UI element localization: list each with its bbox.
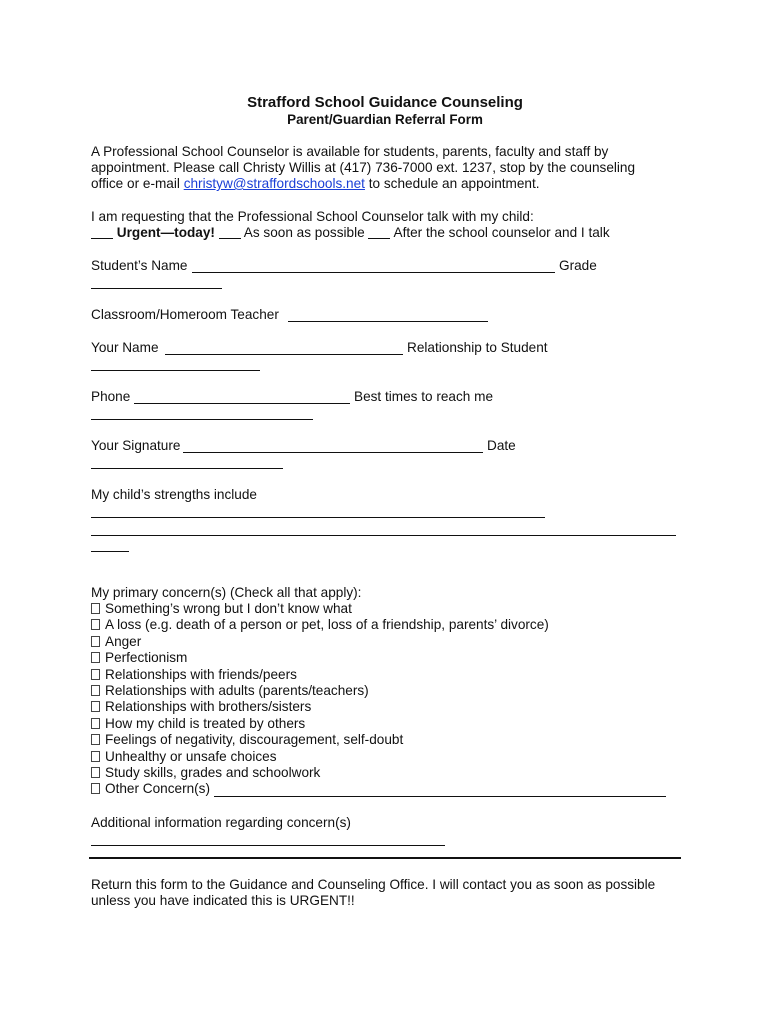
concern-item: [91, 601, 352, 617]
concern-item: [91, 716, 305, 732]
best-times-label: Best times to reach me: [354, 389, 494, 404]
additional-label: Additional information regarding concern(s): [91, 815, 351, 830]
concern-item: [91, 781, 210, 797]
after-blank[interactable]: [368, 238, 390, 239]
after-option: After the school counselor and I talk: [393, 225, 610, 240]
footer-line-2: unless you have indicated this is URGENT!!: [91, 893, 355, 908]
your-name-label: Your Name: [91, 340, 159, 355]
footer-line-1: Return this form to the Guidance and Counseling Office. I will contact you as soon as possible: [91, 877, 656, 892]
concern-item: [91, 699, 311, 715]
concern-label: Feelings of negativity, discouragement, self-doubt: [105, 732, 404, 748]
concern-item: [91, 749, 277, 765]
checkbox-icon[interactable]: [91, 767, 100, 778]
checkbox-icon[interactable]: [91, 701, 100, 712]
checkbox-icon[interactable]: [91, 751, 100, 762]
concern-label: Relationships with adults (parents/teachers): [105, 683, 369, 698]
strengths-label: My child’s strengths include: [91, 487, 257, 502]
checkbox-icon[interactable]: [91, 619, 100, 630]
signature-line[interactable]: [183, 452, 483, 453]
intro-line-1: A Professional School Counselor is available for students, parents, faculty and staff by: [91, 144, 609, 159]
date-line[interactable]: [91, 468, 283, 469]
concern-item: [91, 732, 403, 748]
intro-line-3-prefix: office or e-mail: [91, 176, 184, 191]
intro-line-2: appointment. Please call Christy Willis at (417) 736-7000 ext. 1237, stop by the counseling: [91, 160, 636, 175]
checkbox-icon[interactable]: [91, 718, 100, 729]
concern-label: Anger: [105, 633, 142, 649]
section-divider: [89, 857, 681, 859]
concern-label: Something’s wrong but I don’t know what: [105, 601, 352, 616]
concern-item: [91, 765, 320, 781]
concern-item: [91, 667, 297, 683]
your-name-line[interactable]: [165, 354, 403, 355]
strengths-line-3[interactable]: [91, 551, 129, 552]
asap-option: As soon as possible: [243, 225, 365, 240]
asap-blank[interactable]: [219, 238, 241, 239]
checkbox-icon[interactable]: [91, 783, 100, 794]
concern-label: Other Concern(s): [105, 781, 211, 797]
concern-label: Unhealthy or unsafe choices: [105, 748, 277, 764]
phone-label: Phone: [91, 389, 131, 404]
grade-label: Grade: [559, 258, 597, 273]
checkbox-icon[interactable]: [91, 734, 100, 745]
intro-line-3-suffix: to schedule an appointment.: [364, 176, 540, 191]
checkbox-icon[interactable]: [91, 603, 100, 614]
concern-label: Relationships with friends/peers: [105, 666, 297, 682]
form-title: Strafford School Guidance Counseling: [247, 94, 523, 111]
strengths-line-1[interactable]: [91, 517, 545, 518]
teacher-line[interactable]: [288, 321, 488, 322]
request-line: I am requesting that the Professional School Counselor talk with my child:: [91, 209, 534, 224]
relationship-label: Relationship to Student: [407, 340, 548, 355]
student-name-line[interactable]: [192, 272, 555, 273]
form-subtitle: Parent/Guardian Referral Form: [287, 112, 483, 127]
concern-label: Perfectionism: [105, 650, 188, 666]
concern-item: [91, 617, 549, 633]
urgent-option: Urgent—today!: [116, 225, 215, 240]
phone-line[interactable]: [134, 403, 350, 404]
signature-label: Your Signature: [91, 438, 181, 453]
other-concern-line[interactable]: [214, 796, 666, 797]
relationship-line[interactable]: [91, 370, 260, 371]
concern-item: [91, 683, 369, 699]
date-label: Date: [487, 438, 516, 453]
concern-label: A loss (e.g. death of a person or pet, loss of a friendship, parents’ divorce): [105, 617, 549, 633]
concern-item: [91, 634, 141, 650]
request-options: [91, 225, 610, 241]
concern-label: Relationships with brothers/sisters: [105, 699, 312, 715]
concern-label: How my child is treated by others: [105, 715, 306, 731]
concern-item: [91, 650, 187, 666]
checkbox-icon[interactable]: [91, 669, 100, 680]
intro-line-3: [91, 176, 540, 192]
best-times-line[interactable]: [91, 419, 313, 420]
teacher-label: Classroom/Homeroom Teacher: [91, 307, 279, 322]
concerns-heading: My primary concern(s) (Check all that apply):: [91, 585, 362, 600]
additional-line[interactable]: [91, 845, 445, 846]
urgent-blank[interactable]: [91, 238, 113, 239]
checkbox-icon[interactable]: [91, 636, 100, 647]
strengths-line-2[interactable]: [91, 535, 676, 536]
checkbox-icon[interactable]: [91, 685, 100, 696]
concern-label: Study skills, grades and schoolwork: [105, 765, 321, 780]
email-link[interactable]: christyw@straffordschools.net: [183, 176, 365, 191]
student-name-label: Student’s Name: [91, 258, 188, 273]
grade-line[interactable]: [91, 288, 222, 289]
checkbox-icon[interactable]: [91, 652, 100, 663]
